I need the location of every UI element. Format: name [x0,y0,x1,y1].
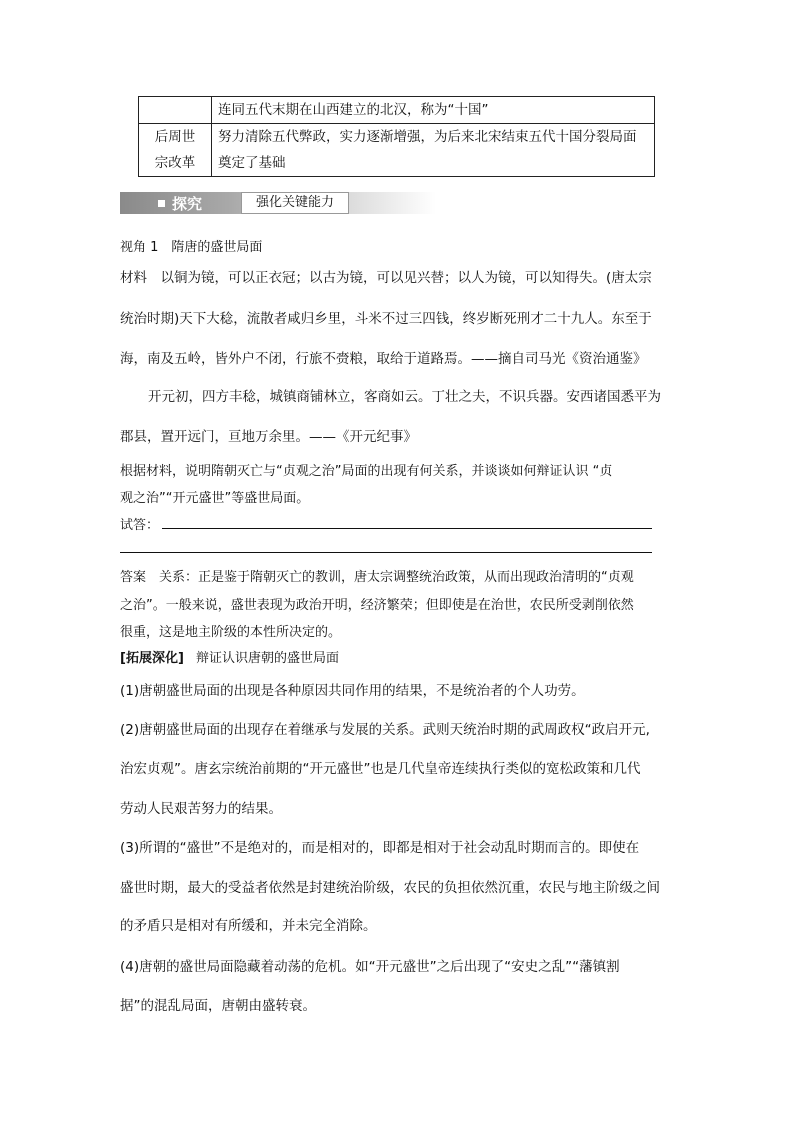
table-cell-line: 宗改革 [154,155,196,171]
question-line: 观之治”“开元盛世”等盛世局面。 [120,491,310,506]
answer-line: 答案 关系：正是鉴于隋朝灭亡的教训，唐太宗调整统治政策，从而出现政治清明的“贞观 [120,570,634,585]
table-cell: 连同五代末期在山西建立的北汉，称为“十国” [212,97,655,124]
extension-para: (1)唐朝盛世局面的出现是各种原因共同作用的结果，不是统治者的个人功劳。 [120,683,585,699]
answer-label: 试答： [120,518,160,533]
material-line: 统治时期)天下大稔，流散者咸归乡里，斗米不过三四钱，终岁断死刑才二十九人。东至于 [120,311,652,327]
extension-heading [120,647,339,666]
view-heading: 视角 1 隋唐的盛世局面 [120,240,263,255]
extension-tag: [拓展深化] [120,651,184,666]
dynasty-table [138,96,655,177]
material-line: 海，南及五岭，皆外户不闭，行旅不赍粮，取给于道路焉。——摘自司马光《资治通鉴》 [120,351,647,367]
table-cell-line: 努力清除五代弊政，实力逐渐增强，为后来北宋结束五代十国分裂局面 [218,129,637,145]
table-row [139,124,655,177]
extension-para: 盛世时期，最大的受益者依然是封建统治阶级，农民的负担依然沉重，农民与地主阶级之间 [120,880,660,896]
table-cell-empty [139,97,212,124]
table-cell-heading [139,124,212,177]
extension-para: 劳动人民艰苦努力的结果。 [120,801,282,817]
material-line: 材料 以铜为镜，可以正衣冠；以古为镜，可以见兴替；以人为镜，可以知得失。(唐太宗 [120,270,652,286]
square-bullet-icon [158,200,165,207]
table-cell-line: 奠定了基础 [218,155,286,171]
table-cell [212,124,655,177]
banner-subtitle: 强化关键能力 [241,192,349,214]
section-banner [120,190,436,216]
table-row [139,97,655,124]
extension-para: (3)所谓的“盛世”不是绝对的，而是相对的，即都是相对于社会动乱时期而言的。即使在 [120,840,640,856]
answer-line: 之治”。一般来说，盛世表现为政治开明，经济繁荣；但即使是在治世，农民所受剥削依然 [120,598,634,613]
material-line: 郡县，置开远门，亘地万余里。——《开元纪事》 [120,429,417,445]
answer-underline [162,528,652,529]
extension-para: (2)唐朝盛世局面的出现存在着继承与发展的关系。武则天统治时期的武周政权“政启开元, [120,722,650,738]
extension-para: 据”的混乱局面，唐朝由盛转衰。 [120,998,316,1014]
material-line: 开元初，四方丰稔，城镇商铺林立，客商如云。丁壮之夫，不识兵器。安西诸国悉平为 [148,389,661,405]
answer-line: 很重，这是地主阶级的本性所决定的。 [120,625,342,640]
table-cell-line: 后周世 [154,129,196,145]
extension-para: 的矛盾只是相对有所缓和，并未完全消除。 [120,918,377,934]
banner-title: 探究 [172,195,203,213]
extension-para: (4)唐朝的盛世局面隐藏着动荡的危机。如“开元盛世”之后出现了“安史之乱”“藩镇割 [120,959,620,975]
extension-title: 辩证认识唐朝的盛世局面 [196,651,340,666]
answer-underline [120,552,652,553]
extension-para: 治宏贞观”。唐玄宗统治前期的“开元盛世”也是几代皇帝连续执行类似的宽松政策和几代 [120,761,641,777]
question-line: 根据材料，说明隋朝灭亡与“贞观之治”局面的出现有何关系，并谈谈如何辩证认识 “贞 [120,464,613,479]
